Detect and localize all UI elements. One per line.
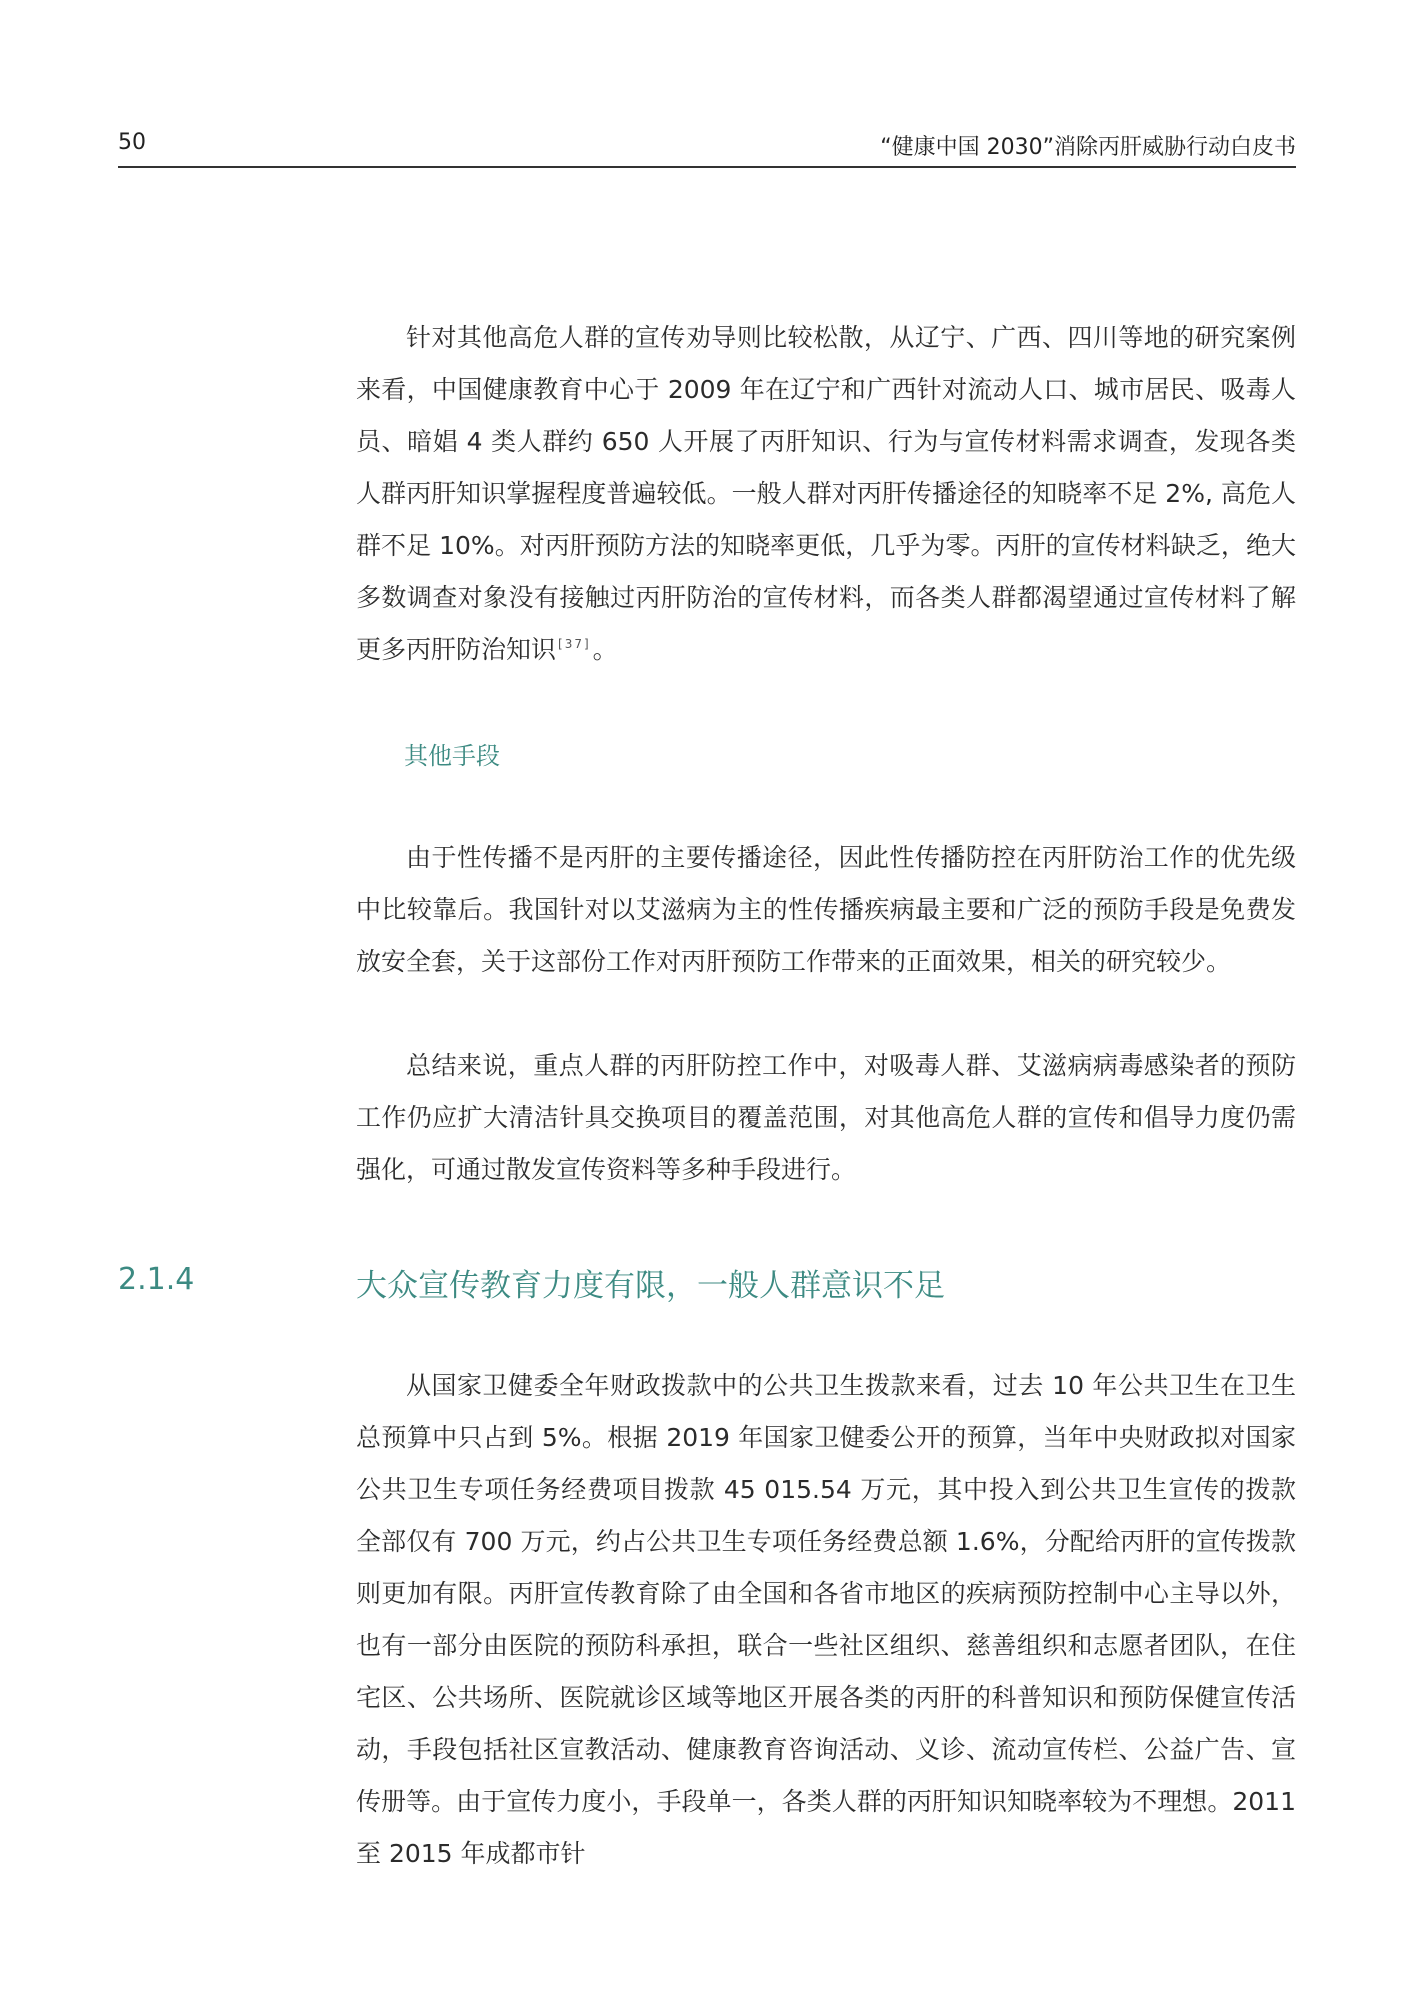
header-rule — [118, 166, 1296, 168]
paragraph-1 — [356, 312, 1296, 676]
body-block-1 — [356, 312, 1296, 676]
citation[interactable]: [37] — [558, 637, 591, 651]
section-number: 2.1.4 — [118, 1262, 195, 1297]
paragraph-2: 由于性传播不是丙肝的主要传播途径，因此性传播防控在丙肝防治工作的优先级中比较靠后。我国针对以艾滋病为主的性传播疾病最主要和广泛的预防手段是免费发放安全套，关于这部份工作对丙肝预防工作带来的正面效果，相关的研究较少。 — [356, 843, 1296, 976]
paragraph-4: 从国家卫健委全年财政拨款中的公共卫生拨款来看，过去 10 年公共卫生在卫生总预算中只占到 5%。根据 2019 年国家卫健委公开的预算，当年中央财政拟对国家公共卫生专项任务经费项目拨款 45 015.54 万元，其中投入到公共卫生宣传的拨款全部仅有 700 万元，约占公共卫生专项任务经费总额 1.6%，分配给丙肝的宣传拨款则更加有限。丙肝宣传教育除了由全国和各省市地区的疾病预防控制中心主导以外，也有一部分由医院的预防科承担，联合一些社区组织、慈善组织和志愿者团队，在住宅区、公共场所、医院就诊区域等地区开展各类的丙肝的科普知识和预防保健宣传活动，手段包括社区宣教活动、健康教育咨询活动、义诊、流动宣传栏、公益广告、宣传册等。由于宣传力度小，手段单一，各类人群的丙肝知识知晓率较为不理想。2011 至 2015 年成都市针 — [356, 1371, 1296, 1868]
paragraph-1-end: 。 — [592, 635, 618, 664]
body-block-2 — [356, 832, 1296, 988]
document-title: “健康中国 2030”消除丙肝威胁行动白皮书 — [880, 135, 1296, 160]
subheading: 其他手段 — [404, 742, 500, 770]
body-block-3 — [356, 1040, 1296, 1196]
page-number: 50 — [118, 130, 146, 155]
paragraph-1-text: 针对其他高危人群的宣传劝导则比较松散，从辽宁、广西、四川等地的研究案例来看，中国健康教育中心于 2009 年在辽宁和广西针对流动人口、城市居民、吸毒人员、暗娼 4 类人群约 650 人开展了丙肝知识、行为与宣传材料需求调查，发现各类人群丙肝知识掌握程度普遍较低。一般人群对丙肝传播途径的知晓率不足 2%, 高危人群不足 10%。对丙肝预防方法的知晓率更低，几乎为零。丙肝的宣传材料缺乏，绝大多数调查对象没有接触过丙肝防治的宣传材料，而各类人群都渴望通过宣传材料了解更多丙肝防治知识 — [356, 323, 1296, 664]
paragraph-3: 总结来说，重点人群的丙肝防控工作中，对吸毒人群、艾滋病病毒感染者的预防工作仍应扩大清洁针具交换项目的覆盖范围，对其他高危人群的宣传和倡导力度仍需强化，可通过散发宣传资料等多种手段进行。 — [356, 1051, 1296, 1184]
body-block-4 — [356, 1360, 1296, 1880]
section-title: 大众宣传教育力度有限，一般人群意识不足 — [356, 1268, 945, 1304]
